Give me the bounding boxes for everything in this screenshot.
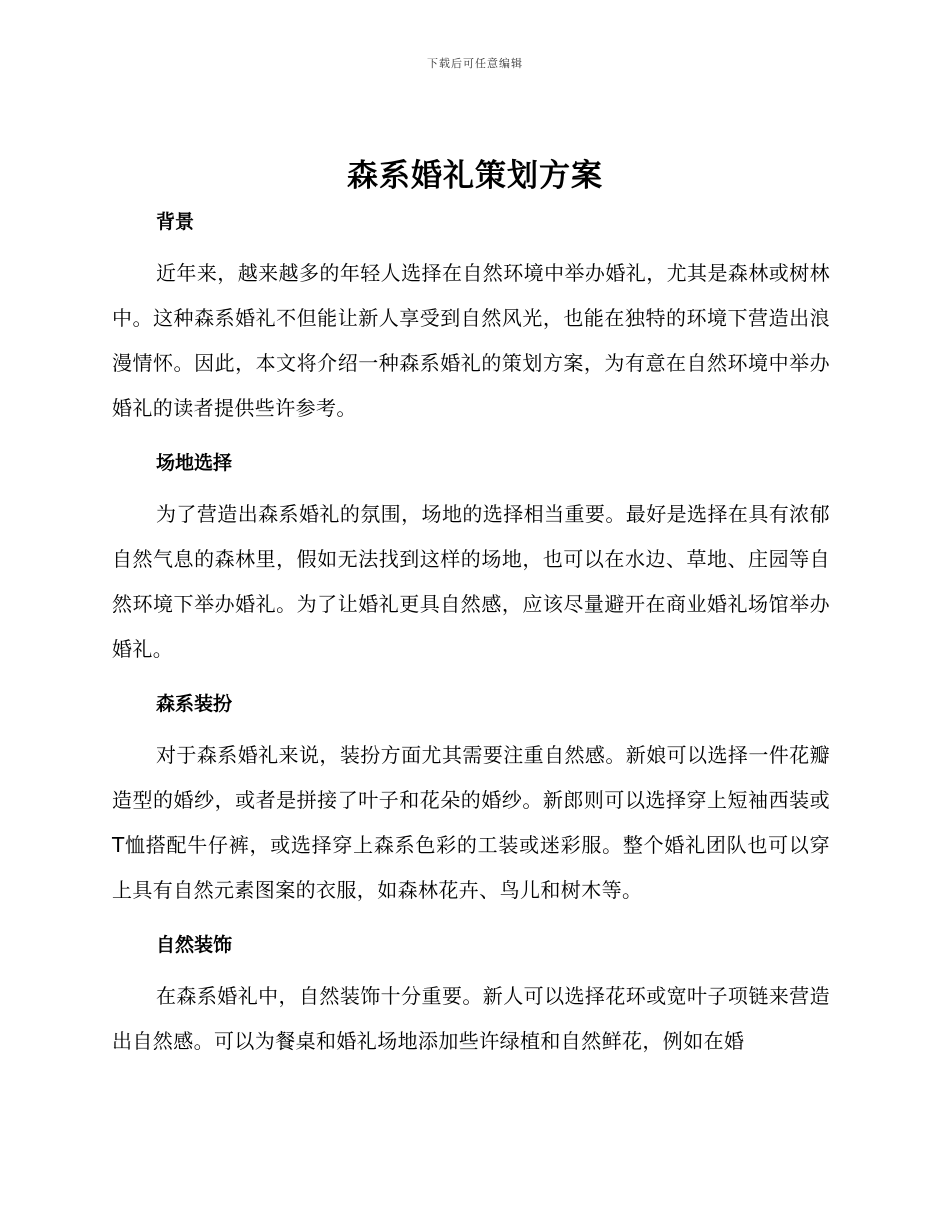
section-heading: 背景 [156, 211, 195, 233]
section-paragraph: 近年来，越来越多的年轻人选择在自然环境中举办婚礼，尤其是森林或树林中。这种森系婚礼不但能让新人享受到自然风光，也能在独特的环境下营造出浪漫情怀。因此，本文将介绍一种森系婚礼的策划方案，为有意在自然环境中举办婚礼的读者提供些许参考。 [112, 261, 830, 420]
section-background [112, 205, 830, 431]
section-paragraph: 对于森系婚礼来说，装扮方面尤其需要注重自然感。新娘可以选择一件花瓣造型的婚纱，或者是拼接了叶子和花朵的婚纱。新郎则可以选择穿上短袖西装或T恤搭配牛仔裤，或选择穿上森系色彩的工装或迷彩服。整个婚礼团队也可以穿上具有自然元素图案的衣服，如森林花卉、鸟儿和树木等。 [112, 743, 830, 902]
section-paragraph: 为了营造出森系婚礼的氛围，场地的选择相当重要。最好是选择在具有浓郁自然气息的森林里，假如无法找到这样的场地，也可以在水边、草地、庄园等自然环境下举办婚礼。为了让婚礼更具自然感，应该尽量避开在商业婚礼场馆举办婚礼。 [112, 502, 830, 661]
section-decoration [112, 928, 830, 1064]
header-note: 下载后可任意编辑 [427, 57, 523, 70]
document-title: 森系婚礼策划方案 [347, 158, 603, 194]
section-paragraph: 在森系婚礼中，自然装饰十分重要。新人可以选择花环或宽叶子项链来营造出自然感。可以为餐桌和婚礼场地添加些许绿植和自然鲜花，例如在婚 [112, 984, 830, 1053]
section-heading: 自然装饰 [156, 934, 233, 956]
section-attire [112, 687, 830, 913]
section-venue [112, 446, 830, 672]
section-heading: 场地选择 [156, 452, 233, 474]
document-body [112, 205, 830, 1079]
section-heading: 森系装扮 [156, 693, 233, 715]
